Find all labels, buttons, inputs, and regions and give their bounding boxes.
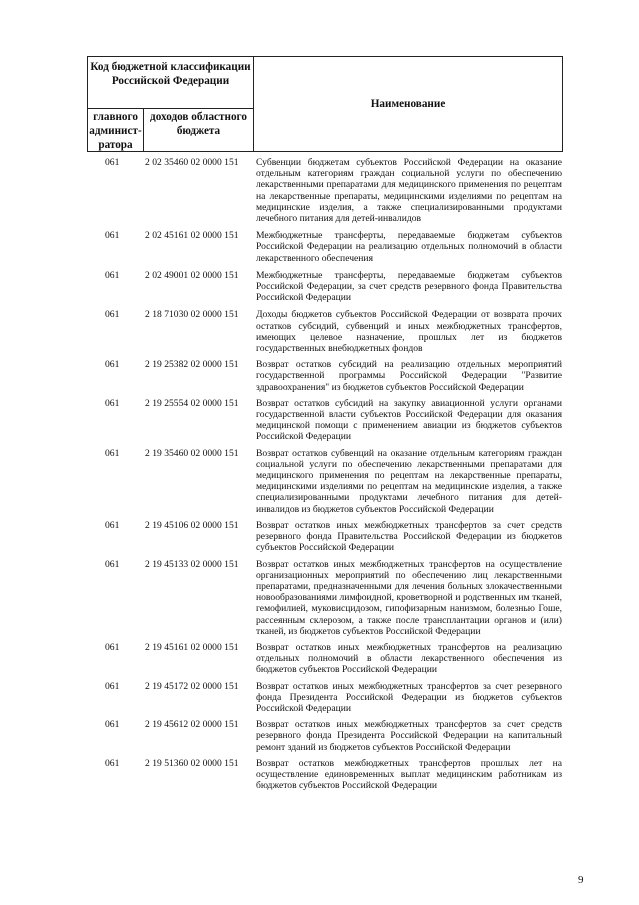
table-header: [87, 56, 563, 152]
row-income-code: 2 19 45106 02 0000 151: [145, 519, 239, 531]
row-income-code: 2 19 45161 02 0000 151: [145, 641, 239, 653]
header-income-column: доходов областного бюджета: [150, 111, 247, 137]
table-row: [0, 270, 639, 304]
row-name: Субвенции бюджетам субъектов Российской Федерации на оказание отдельным категориям граждан социальной услуги по обеспечению лекарственными препаратами для медицинского применения по рецептам на лекарственные препараты, медицинскими изделиями по рецептам на медицинские изделия, а также специализированными продуктами лечебного питания для детей-инвалидов: [256, 157, 562, 225]
row-income-code: 2 19 25382 02 0000 151: [145, 359, 239, 371]
table-row: [0, 359, 639, 393]
row-admin-code: 061: [105, 269, 120, 281]
row-income-code: 2 19 45612 02 0000 151: [145, 719, 239, 731]
row-income-code: 2 19 35460 02 0000 151: [145, 447, 239, 459]
table-row: [0, 642, 639, 676]
table-body: [0, 152, 639, 791]
row-name: Возврат остатков субвенций на оказание отдельным категориям граждан социальной услуги по обеспечению лекарственными препаратами для медицинского применения по рецептам на лекарственные препараты, медицинскими изделиями по рецептам на медицинские изделия, а также специализированными продуктами лечебного питания для детей-инвалидов из бюджетов субъектов Российской Федерации: [256, 447, 562, 515]
row-name: Возврат остатков субсидий на реализацию отдельных мероприятий государственной программы Российской Федерации "Развитие здравоохранения" из бюджетов субъектов Российской Федерации: [256, 359, 562, 393]
row-name: Возврат остатков иных межбюджетных трансфертов на осуществление организационных мероприятий по обеспечению лиц лекарственными препаратами, предназначенными для лечения больных злокачественными новообразованиями лимфоидной, кроветворной и родственных им тканей, гемофилией, муковисцидозом, гипофизарным нанизмом, болезнью Гоше, рассеянным склерозом, а также после трансплантации органов и (или) тканей, из бюджетов субъектов Российской Федерации: [256, 558, 562, 637]
table-row: [0, 309, 639, 354]
row-name: Возврат остатков иных межбюджетных трансфертов за счет резервного фонда Президента Российской Федерации из бюджетов субъектов Российской Федерации: [256, 680, 562, 714]
row-admin-code: 061: [105, 558, 120, 570]
header-name-column: Наименование: [370, 98, 446, 110]
row-admin-code: 061: [105, 641, 120, 653]
table-row: [0, 157, 639, 224]
table-row: [0, 520, 639, 554]
row-income-code: 2 19 45172 02 0000 151: [145, 680, 239, 692]
row-admin-code: 061: [105, 397, 120, 409]
row-income-code: 2 19 51360 02 0000 151: [145, 757, 239, 769]
row-admin-code: 061: [105, 447, 120, 459]
table-row: [0, 719, 639, 753]
row-admin-code: 061: [105, 719, 120, 731]
row-name: Возврат остатков иных межбюджетных трансфертов на реализацию отдельных полномочий в области лекарственного обеспечения из бюджетов субъектов Российской Федерации: [256, 641, 562, 676]
table-row: [0, 398, 639, 443]
row-income-code: 2 19 45133 02 0000 151: [145, 558, 239, 570]
row-admin-code: 061: [105, 359, 120, 371]
row-admin-code: 061: [105, 680, 120, 692]
row-name: Возврат остатков иных межбюджетных трансфертов за счет средств резервного фонда Президента Российской Федерации на капитальный ремонт зданий из бюджетов субъектов Российской Федерации: [256, 719, 562, 753]
row-admin-code: 061: [105, 230, 120, 242]
row-income-code: 2 02 45161 02 0000 151: [145, 230, 239, 242]
table-row: [0, 758, 639, 792]
table-row: [0, 448, 639, 515]
row-admin-code: 061: [105, 309, 120, 321]
row-admin-code: 061: [105, 157, 120, 168]
row-name: Межбюджетные трансферты, передаваемые бюджетам субъектов Российской Федерации, за счет средств резервного фонда Правительства Российской Федерации: [256, 269, 562, 304]
row-name: Возврат остатков субсидий на закупку авиационной услуги органами государственной власти субъектов Российской Федерации для оказания медицинской помощи с применением авиации из бюджетов субъектов Российской Федерации: [256, 397, 562, 443]
page-number: 9: [578, 874, 584, 886]
row-name: Доходы бюджетов субъектов Российской Федерации от возврата прочих остатков субсидий, субвенций и иных межбюджетных трансфертов, имеющих целевое назначение, прошлых лет из бюджетов государственных внебюджетных фондов: [256, 309, 562, 355]
row-income-code: 2 19 25554 02 0000 151: [145, 397, 239, 409]
table-row: [0, 681, 639, 715]
table-row: [0, 559, 639, 637]
row-admin-code: 061: [105, 519, 120, 531]
header-code-group: Код бюджетной классификации Российской Федерации: [90, 61, 251, 87]
row-admin-code: 061: [105, 757, 120, 769]
row-name: Межбюджетные трансферты, передаваемые бюджетам субъектов Российской Федерации на реализацию отдельных полномочий в области лекарственного обеспечения: [256, 230, 562, 264]
row-name: Возврат остатков иных межбюджетных трансфертов за счет средств резервного фонда Правительства Российской Федерации из бюджетов субъектов Российской Федерации: [256, 519, 562, 554]
row-income-code: 2 02 49001 02 0000 151: [145, 269, 239, 281]
row-income-code: 2 02 35460 02 0000 151: [145, 157, 239, 168]
table-row: [0, 230, 639, 264]
row-name: Возврат остатков межбюджетных трансфертов прошлых лет на осуществление единовременных выплат медицинским работникам из бюджетов субъектов Российской Федерации: [256, 757, 562, 792]
header-admin-column: главного админист-ратора: [89, 111, 142, 151]
header-divider: [88, 108, 253, 109]
row-income-code: 2 18 71030 02 0000 151: [145, 309, 239, 321]
